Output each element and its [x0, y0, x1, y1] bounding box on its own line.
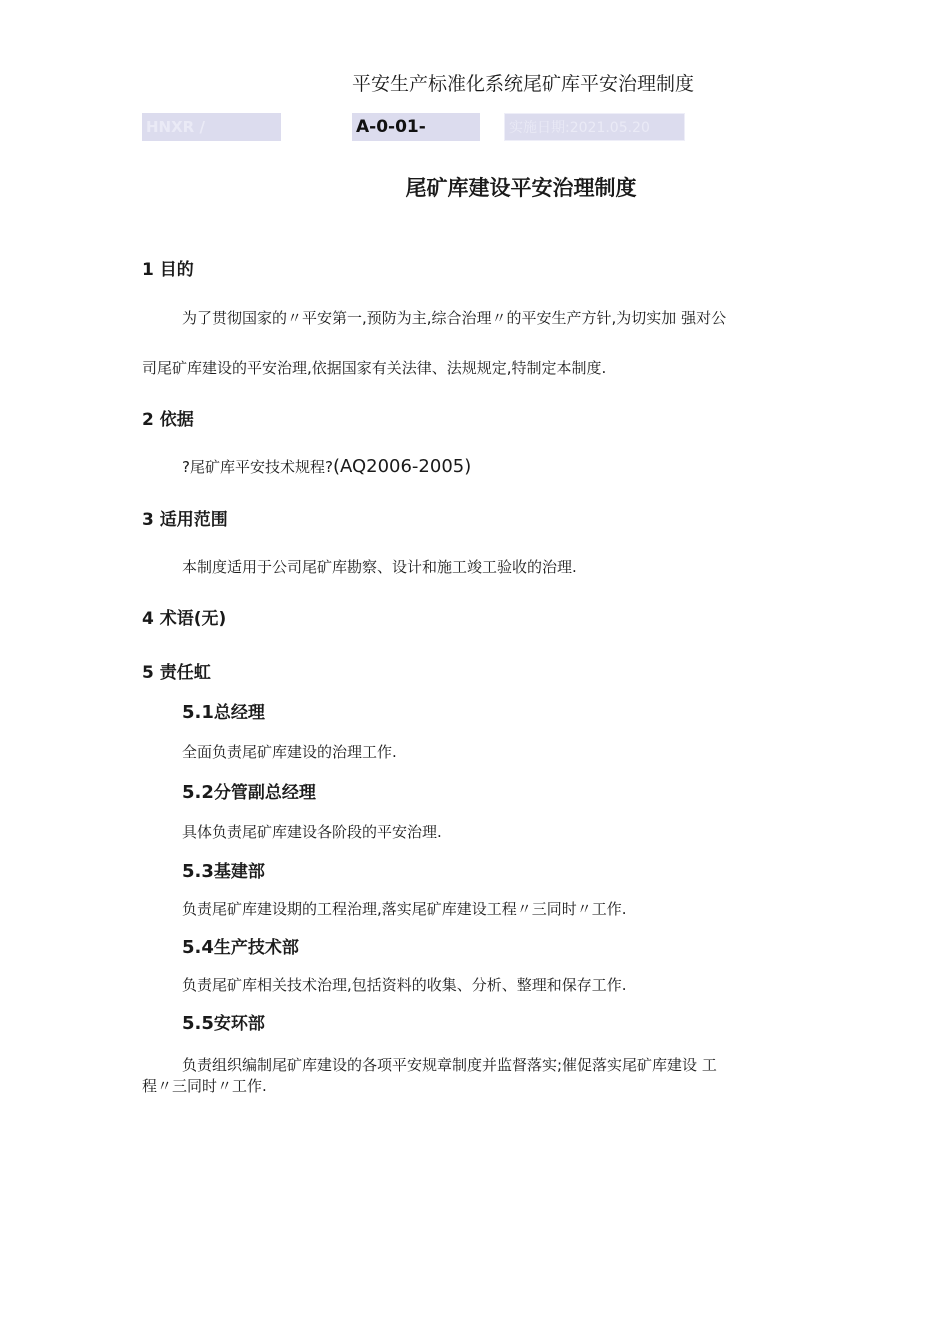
subsection-number: 5.2 — [182, 782, 214, 803]
subsection-heading-production-tech-dept — [182, 933, 299, 958]
purpose-text-line-1: 为了贯彻国家的〃平安第一,预防为主,综合治理〃的平安生产方针,为切实加 强对公 — [182, 309, 727, 327]
subsection-number: 5.4 — [182, 937, 214, 958]
deputy-manager-text: 具体负责尾矿库建设各阶段的平安治理. — [182, 823, 442, 841]
subsection-title: 基建部 — [213, 862, 265, 882]
subsection-title: 安环部 — [213, 1014, 265, 1034]
subsection-heading-deputy-manager — [182, 778, 316, 803]
safety-env-dept-text-line-1: 负责组织编制尾矿库建设的各项平安规章制度并监督落实;催促落实尾矿库建设 工 — [182, 1056, 717, 1074]
subsection-heading-general-manager — [182, 698, 265, 723]
document-title: 尾矿库建设平安治理制度 — [405, 176, 637, 200]
section-heading-basis: 2 依据 — [142, 410, 194, 430]
section-heading-scope: 3 适用范围 — [142, 510, 228, 530]
subsection-heading-safety-env-dept — [182, 1009, 265, 1034]
subsection-title: 分管副总经理 — [213, 783, 316, 803]
subsection-number: 5.3 — [182, 861, 214, 882]
subsection-heading-construction-dept — [182, 857, 265, 882]
subsection-number: 5.1 — [182, 702, 214, 723]
purpose-text-line-2: 司尾矿库建设的平安治理,依据国家有关法律、法规规定,特制定本制度. — [142, 359, 607, 377]
construction-dept-text: 负责尾矿库建设期的工程治理,落实尾矿库建设工程〃三同时〃工作. — [182, 900, 627, 918]
scope-text: 本制度适用于公司尾矿库勘察、设计和施工竣工验收的治理. — [182, 558, 577, 576]
safety-env-dept-text-line-2: 程〃三同时〃工作. — [142, 1077, 267, 1095]
section-heading-responsibilities: 5 责任虹 — [142, 663, 211, 683]
subsection-number: 5.5 — [182, 1013, 214, 1034]
general-manager-text: 全面负责尾矿库建设的治理工作. — [182, 743, 397, 761]
document-code-number: A-0-01- — [352, 113, 480, 141]
basis-text — [182, 456, 471, 477]
system-title: 平安生产标准化系统尾矿库平安治理制度 — [351, 73, 694, 95]
subsection-title: 生产技术部 — [213, 938, 299, 958]
basis-regulation-code: (AQ2006-2005) — [332, 456, 472, 477]
section-heading-terms: 4 术语(无) — [142, 609, 227, 629]
document-code-prefix: HNXR / — [142, 113, 281, 141]
effective-date: 实施日期:2021.05.20 — [504, 113, 685, 141]
section-heading-purpose: 1 目的 — [142, 260, 194, 280]
basis-regulation-name: ?尾矿库平安技术规程? — [182, 458, 333, 476]
production-tech-dept-text: 负责尾矿库相关技术治理,包括资料的收集、分析、整理和保存工作. — [182, 976, 627, 994]
subsection-title: 总经理 — [213, 703, 265, 723]
